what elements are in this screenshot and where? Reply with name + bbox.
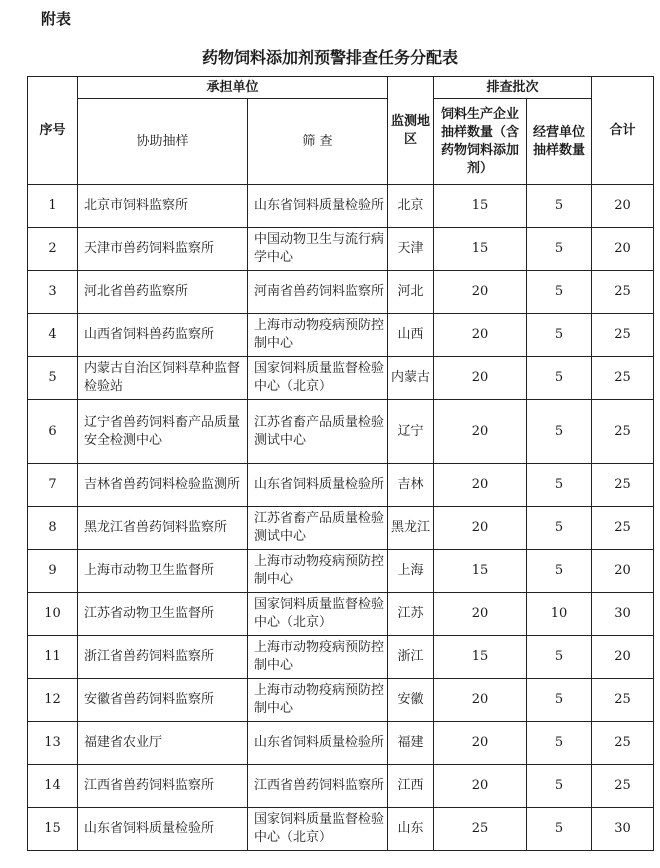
task-allocation-table: [27, 76, 654, 851]
cell-area: 辽宁: [388, 400, 434, 464]
cell-total: 25: [592, 679, 654, 722]
cell-screen-unit: 国家饲料质量监督检验中心（北京）: [248, 593, 388, 636]
cell-no: 4: [28, 314, 78, 357]
cell-screen-unit: 国家饲料质量监督检验中心（北京）: [248, 357, 388, 400]
cell-assist-unit: 北京市饲料监察所: [78, 185, 248, 228]
table-body: [28, 185, 654, 851]
cell-total: 20: [592, 228, 654, 271]
cell-area: 浙江: [388, 636, 434, 679]
cell-area: 安徽: [388, 679, 434, 722]
cell-assist-unit: 山西省饲料兽药监察所: [78, 314, 248, 357]
cell-area: 山西: [388, 314, 434, 357]
cell-assist-unit: 内蒙古自治区饲料草种监督检验站: [78, 357, 248, 400]
cell-assist-unit: 河北省兽药监察所: [78, 271, 248, 314]
cell-dealer-count: 5: [527, 550, 592, 593]
table-row: [28, 271, 654, 314]
header-screen: 筛 查: [248, 99, 388, 185]
cell-area: 河北: [388, 271, 434, 314]
cell-producer-count: 20: [434, 507, 527, 550]
cell-total: 25: [592, 464, 654, 507]
table-row: [28, 679, 654, 722]
cell-no: 12: [28, 679, 78, 722]
table-row: [28, 228, 654, 271]
header-assist: 协助抽样: [78, 99, 248, 185]
cell-total: 25: [592, 507, 654, 550]
cell-total: 25: [592, 314, 654, 357]
cell-area: 内蒙古: [388, 357, 434, 400]
table-title: 药物饲料添加剂预警排查任务分配表: [201, 48, 458, 67]
cell-no: 1: [28, 185, 78, 228]
table-row: [28, 593, 654, 636]
cell-dealer-count: 5: [527, 507, 592, 550]
table-row: [28, 357, 654, 400]
cell-total: 30: [592, 808, 654, 851]
cell-total: 25: [592, 357, 654, 400]
cell-producer-count: 15: [434, 228, 527, 271]
cell-dealer-count: 5: [527, 464, 592, 507]
table-row: [28, 314, 654, 357]
table-row: [28, 808, 654, 851]
cell-no: 13: [28, 722, 78, 765]
cell-area: 山东: [388, 808, 434, 851]
cell-no: 3: [28, 271, 78, 314]
cell-assist-unit: 天津市兽药饲料监察所: [78, 228, 248, 271]
cell-no: 2: [28, 228, 78, 271]
table-row: [28, 400, 654, 464]
table-header: [28, 77, 654, 185]
cell-producer-count: 20: [434, 314, 527, 357]
cell-no: 14: [28, 765, 78, 808]
cell-producer-count: 20: [434, 593, 527, 636]
cell-screen-unit: 上海市动物疫病预防控制中心: [248, 636, 388, 679]
header-area: 监测地区: [388, 77, 434, 185]
cell-assist-unit: 山东省饲料质量检验所: [78, 808, 248, 851]
cell-no: 10: [28, 593, 78, 636]
header-total: 合计: [592, 77, 654, 185]
cell-total: 30: [592, 593, 654, 636]
cell-producer-count: 20: [434, 679, 527, 722]
header-no: 序号: [28, 77, 78, 185]
cell-dealer-count: 5: [527, 808, 592, 851]
appendix-label: 附表: [41, 10, 72, 28]
cell-assist-unit: 浙江省兽药饲料监察所: [78, 636, 248, 679]
cell-dealer-count: 5: [527, 271, 592, 314]
cell-producer-count: 20: [434, 765, 527, 808]
cell-assist-unit: 吉林省兽药饲料检验监测所: [78, 464, 248, 507]
cell-dealer-count: 5: [527, 228, 592, 271]
cell-screen-unit: 上海市动物疫病预防控制中心: [248, 314, 388, 357]
cell-screen-unit: 山东省饲料质量检验所: [248, 464, 388, 507]
cell-screen-unit: 江苏省畜产品质量检验测试中心: [248, 507, 388, 550]
cell-screen-unit: 江西省兽药饲料监察所: [248, 765, 388, 808]
cell-total: 20: [592, 185, 654, 228]
cell-producer-count: 15: [434, 185, 527, 228]
cell-dealer-count: 5: [527, 636, 592, 679]
header-unit-group: 承担单位: [78, 77, 388, 99]
table-row: [28, 507, 654, 550]
cell-no: 8: [28, 507, 78, 550]
header-batch-group: 排查批次: [434, 77, 592, 99]
cell-producer-count: 20: [434, 271, 527, 314]
cell-total: 20: [592, 550, 654, 593]
cell-screen-unit: 山东省饲料质量检验所: [248, 722, 388, 765]
cell-no: 6: [28, 400, 78, 464]
cell-dealer-count: 5: [527, 185, 592, 228]
cell-producer-count: 20: [434, 357, 527, 400]
cell-total: 25: [592, 722, 654, 765]
cell-dealer-count: 5: [527, 357, 592, 400]
cell-assist-unit: 江苏省动物卫生监督所: [78, 593, 248, 636]
cell-assist-unit: 安徽省兽药饲料监察所: [78, 679, 248, 722]
cell-no: 9: [28, 550, 78, 593]
cell-no: 15: [28, 808, 78, 851]
cell-dealer-count: 5: [527, 400, 592, 464]
table-row: [28, 722, 654, 765]
cell-area: 上海: [388, 550, 434, 593]
cell-dealer-count: 5: [527, 314, 592, 357]
cell-producer-count: 20: [434, 722, 527, 765]
table-row: [28, 636, 654, 679]
cell-total: 25: [592, 400, 654, 464]
cell-screen-unit: 上海市动物疫病预防控制中心: [248, 550, 388, 593]
cell-assist-unit: 黑龙江省兽药饲料监察所: [78, 507, 248, 550]
cell-no: 5: [28, 357, 78, 400]
cell-dealer-count: 5: [527, 679, 592, 722]
cell-dealer-count: 5: [527, 722, 592, 765]
cell-no: 7: [28, 464, 78, 507]
cell-assist-unit: 福建省农业厅: [78, 722, 248, 765]
cell-assist-unit: 江西省兽药饲料监察所: [78, 765, 248, 808]
cell-area: 天津: [388, 228, 434, 271]
cell-screen-unit: 河南省兽药饲料监察所: [248, 271, 388, 314]
cell-producer-count: 20: [434, 400, 527, 464]
table-row: [28, 765, 654, 808]
cell-area: 福建: [388, 722, 434, 765]
cell-assist-unit: 上海市动物卫生监督所: [78, 550, 248, 593]
cell-screen-unit: 上海市动物疫病预防控制中心: [248, 679, 388, 722]
cell-screen-unit: 中国动物卫生与流行病学中心: [248, 228, 388, 271]
cell-producer-count: 20: [434, 464, 527, 507]
cell-screen-unit: 江苏省畜产品质量检验测试中心: [248, 400, 388, 464]
header-dealer: 经营单位抽样数量: [527, 99, 592, 185]
cell-area: 吉林: [388, 464, 434, 507]
table-row: [28, 550, 654, 593]
cell-total: 20: [592, 636, 654, 679]
cell-no: 11: [28, 636, 78, 679]
cell-area: 北京: [388, 185, 434, 228]
cell-area: 黑龙江: [388, 507, 434, 550]
cell-dealer-count: 10: [527, 593, 592, 636]
cell-dealer-count: 5: [527, 765, 592, 808]
table-row: [28, 464, 654, 507]
cell-screen-unit: 山东省饲料质量检验所: [248, 185, 388, 228]
cell-area: 江西: [388, 765, 434, 808]
cell-total: 25: [592, 765, 654, 808]
table-row: [28, 185, 654, 228]
cell-producer-count: 15: [434, 550, 527, 593]
cell-assist-unit: 辽宁省兽药饲料畜产品质量安全检测中心: [78, 400, 248, 464]
header-producer: 饲料生产企业抽样数量（含药物饲料添加剂）: [434, 99, 527, 185]
cell-total: 25: [592, 271, 654, 314]
cell-screen-unit: 国家饲料质量监督检验中心（北京）: [248, 808, 388, 851]
cell-producer-count: 15: [434, 636, 527, 679]
cell-producer-count: 25: [434, 808, 527, 851]
cell-area: 江苏: [388, 593, 434, 636]
